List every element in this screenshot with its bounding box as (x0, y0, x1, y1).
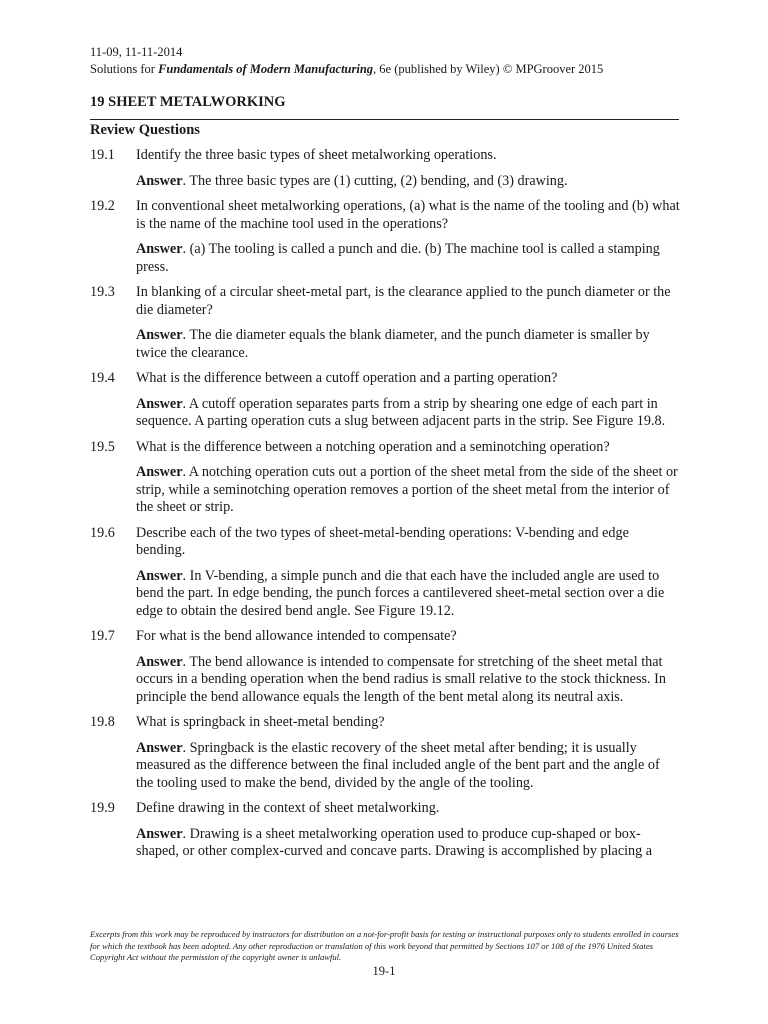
question-text: In blanking of a circular sheet-metal part, is the clearance applied to the punch diameter or the die diameter? (136, 284, 671, 318)
qa-item-19-8 (90, 714, 680, 792)
answer (136, 396, 680, 431)
question-text: What is springback in sheet-metal bending? (136, 714, 385, 730)
question-text: Describe each of the two types of sheet-metal-bending operations: V-bending and edge bending. (136, 524, 629, 558)
answer-label: Answer (136, 395, 183, 412)
answer-text: . In V-bending, a simple punch and die that each have the included angle are used to bend the part. In edge bending, the punch forces a cantilevered sheet-metal section over a die edge to obtain the desired bend angle. See Figure 19.12. (136, 567, 665, 619)
question-number: 19.1 (90, 147, 115, 163)
answer-label: Answer (136, 464, 183, 480)
question (90, 147, 680, 165)
header-rule (90, 119, 679, 120)
question-text: Define drawing in the context of sheet metalworking. (136, 800, 440, 816)
qa-item-19-9 (90, 800, 680, 861)
qa-item-19-5 (90, 439, 680, 517)
answer (136, 740, 680, 793)
section-title: Review Questions (90, 122, 200, 138)
qa-item-19-4 (90, 370, 680, 431)
answer-text: . (a) The tooling is called a punch and die. (b) The machine tool is called a stamping press. (136, 241, 660, 275)
question-list (90, 147, 680, 869)
question (90, 439, 680, 457)
question (90, 714, 680, 732)
answer-label: Answer (136, 327, 183, 343)
answer-text: . The bend allowance is intended to compensate for stretching of the sheet metal that occurs in a bending operation when the bend radius is small relative to the stock thickness. In principle the bend allowance equals the length of the bent metal along its neutral axis. (136, 653, 666, 705)
answer-label: Answer (136, 653, 183, 670)
header-citation (90, 61, 603, 78)
answer-text: . Springback is the elastic recovery of the sheet metal after bending; it is usually measured as the difference between the final included angle of the bent part and the angle of the tooling used to make the bend, divided by the angle of the tooling. (136, 739, 660, 791)
qa-item-19-2 (90, 198, 680, 276)
running-header (90, 44, 603, 78)
answer (136, 464, 680, 517)
question-number: 19.7 (90, 628, 115, 644)
question (90, 525, 680, 560)
header-date: 11-09, 11-11-2014 (90, 45, 183, 59)
question (90, 198, 680, 233)
question (90, 800, 680, 818)
question (90, 628, 680, 646)
question (90, 370, 680, 388)
copyright-footnote: Excerpts from this work may be reproduced by instructors for distribution on a not-for-profit basis for testing or instructional purposes only to students enrolled in courses for which the textbook has been adopted. Any other reproduction or translation of this work beyond that permitted by Sections 107 or 108 of the 1976 United States Copyright Act without the permission of the copyright owner is unlawful. (90, 929, 679, 962)
answer-label: Answer (136, 825, 183, 842)
answer (136, 568, 680, 621)
answer-text: . The die diameter equals the blank diameter, and the punch diameter is smaller by twice the clearance. (136, 327, 650, 361)
question-number: 19.2 (90, 198, 115, 214)
answer-text: . The three basic types are (1) cutting, (2) bending, and (3) drawing. (182, 172, 568, 189)
question-text: Identify the three basic types of sheet metalworking operations. (136, 147, 497, 163)
question-text: What is the difference between a cutoff operation and a parting operation? (136, 370, 558, 386)
question-number: 19.3 (90, 284, 115, 300)
question-text: What is the difference between a notching operation and a seminotching operation? (136, 438, 610, 455)
answer (136, 241, 680, 276)
header-prefix: Solutions for (90, 62, 159, 76)
chapter-title: 19 SHEET METALWORKING (90, 94, 286, 110)
qa-item-19-6 (90, 525, 680, 621)
header-book-title: Fundamentals of Modern Manufacturing (158, 62, 374, 76)
question-text: In conventional sheet metalworking operations, (a) what is the name of the tooling and (b) what is the name of the machine tool used in the operations? (136, 198, 680, 232)
answer-text: . A notching operation cuts out a portion of the sheet metal from the side of the sheet or strip, while a seminotching operation removes a portion of the sheet metal from the interior of the sheet or strip. (136, 464, 678, 515)
answer-label: Answer (136, 739, 183, 756)
question-number: 19.8 (90, 714, 115, 730)
answer-label: Answer (136, 567, 183, 584)
answer (136, 654, 680, 707)
page-number: 19-1 (372, 964, 396, 978)
answer-text: . Drawing is a sheet metalworking operation used to produce cup-shaped or box-shaped, or other complex-curved and concave parts. Drawing is accomplished by placing a (136, 825, 653, 859)
answer (136, 327, 680, 362)
answer (136, 826, 680, 861)
header-suffix: , 6e (published by Wiley) © MPGroover 2015 (373, 62, 604, 76)
question (90, 284, 680, 319)
question-number: 19.4 (90, 370, 115, 386)
question-number: 19.6 (90, 524, 115, 541)
answer-label: Answer (136, 172, 183, 189)
answer (136, 173, 680, 191)
answer-label: Answer (136, 241, 183, 257)
question-number: 19.5 (90, 438, 115, 455)
qa-item-19-1 (90, 147, 680, 190)
qa-item-19-3 (90, 284, 680, 362)
qa-item-19-7 (90, 628, 680, 706)
question-number: 19.9 (90, 800, 115, 816)
answer-text: . A cutoff operation separates parts from a strip by shearing one edge of each part in sequence. A parting operation cuts a slug between adjacent parts in the strip. See Figure 19.8. (136, 395, 666, 429)
question-text: For what is the bend allowance intended to compensate? (136, 628, 457, 644)
